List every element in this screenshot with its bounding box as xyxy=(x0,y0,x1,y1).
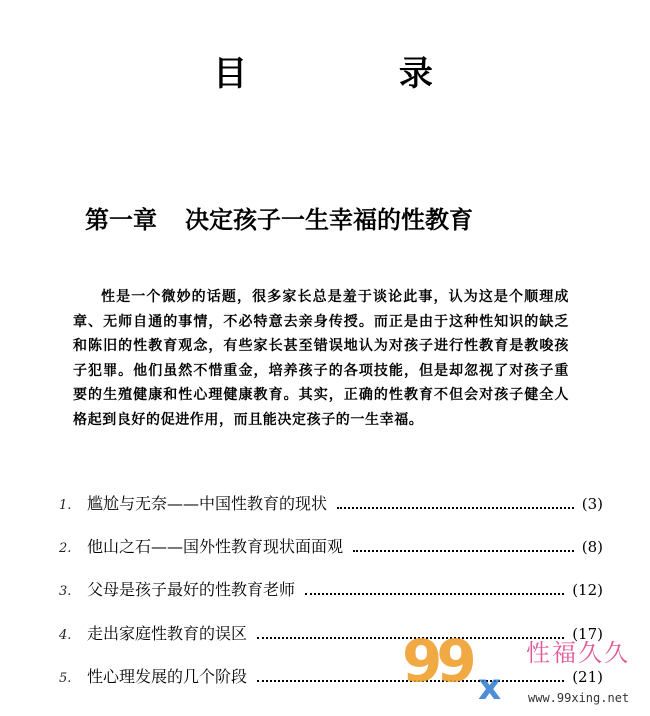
chapter-number: 第一章 xyxy=(85,205,157,234)
toc-entry-page: (12) xyxy=(572,581,603,600)
toc-dot-leader xyxy=(337,507,574,509)
toc-dot-leader xyxy=(257,680,564,682)
toc-dot-leader xyxy=(305,593,564,595)
toc-entry[interactable] xyxy=(55,663,603,706)
toc-dot-leader xyxy=(257,637,564,639)
toc-entry-title: 性心理发展的几个阶段 xyxy=(87,666,248,686)
toc-entry-number: 3. xyxy=(59,584,72,600)
chapter-intro-paragraph: 性是一个微妙的话题，很多家长总是羞于谈论此事，认为这是个顺理成章、无师自通的事情，不必特意去亲身传授。而正是由于这种性知识的缺乏和陈旧的性教育观念，有些家长甚至错误地认为对孩子进行性教育是教唆孩子犯罪。他们虽然不惜重金，培养孩子的各项技能，但是却忽视了对孩子重要的生殖健康和性心理健康教育。其实，正确的性教育不但会对孩子健全人格起到良好的促进作用，而且能决定孩子的一生幸福。 xyxy=(73,289,569,428)
watermark-site-name: 性福久久 xyxy=(526,639,630,667)
toc-entry-title: 尴尬与无奈——中国性教育的现状 xyxy=(87,494,328,513)
watermark-digits: 99 xyxy=(402,627,471,695)
toc-entry-page: (17) xyxy=(572,624,603,643)
toc-entry-number: 2. xyxy=(59,541,72,557)
toc-entry[interactable] xyxy=(55,620,603,663)
toc-entry-number: 5. xyxy=(59,670,72,686)
toc-entry-title: 走出家庭性教育的误区 xyxy=(87,623,248,643)
toc-entry-page: (3) xyxy=(581,495,603,513)
page-title: 目 录 xyxy=(213,54,503,94)
toc-entry-title: 父母是孩子最好的性教育老师 xyxy=(87,580,296,600)
watermark-url: www.99xing.net xyxy=(528,691,630,705)
chapter-heading xyxy=(85,203,473,237)
watermark-x-mark: x xyxy=(478,667,502,708)
toc-entry-number: 1. xyxy=(59,498,72,513)
toc-entry-page: (21) xyxy=(572,667,603,686)
toc-entry-number: 4. xyxy=(59,627,72,643)
toc-entry[interactable] xyxy=(55,576,603,619)
toc-dot-leader xyxy=(353,550,574,552)
toc-entry[interactable] xyxy=(55,490,603,533)
table-of-contents xyxy=(55,490,603,706)
toc-entry-page: (8) xyxy=(581,538,603,557)
toc-entry-title: 他山之石——国外性教育现状面面观 xyxy=(87,537,344,557)
chapter-title: 决定孩子一生幸福的性教育 xyxy=(185,205,473,234)
toc-entry[interactable] xyxy=(55,533,603,576)
